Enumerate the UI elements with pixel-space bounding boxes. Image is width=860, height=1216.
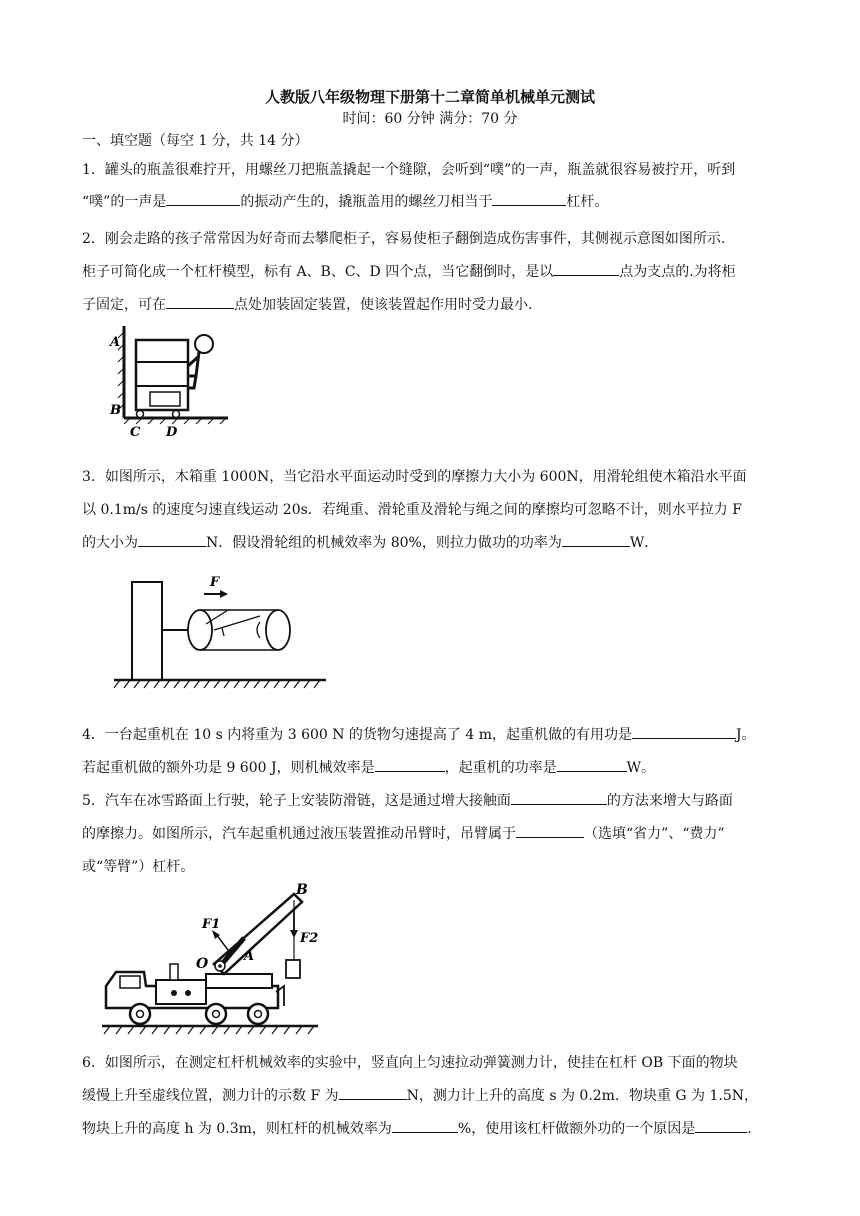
q2-line3: 子固定，可在 点处加装固定装置，使该装置起作用时受力最小. <box>82 294 532 314</box>
q3-line3: 的大小为 N．假设滑轮组的机械效率为 80%，则拉力做功的功率为 W． <box>82 532 658 552</box>
q2-line2: 柜子可简化成一个杠杆模型，标有 A、B、C、D 四个点，当它翻倒时，是以 点为支点的.为将柜 <box>82 261 736 281</box>
q6-line1: 6．如图所示，在测定杠杆机械效率的实验中，竖直向上匀速拉动弹簧测力计，使挂在杠杆 OB 下面的物块 <box>82 1055 738 1071</box>
q5-line2: 的摩擦力。如图所示，汽车起重机通过液压装置推动吊臂时，吊臂属于 （选填“省力”、“费力” <box>82 823 725 843</box>
cabinet-figure <box>104 322 234 440</box>
q3-line1: 3．如图所示，木箱重 1000N，当它沿水平面运动时受到的摩擦力大小为 600N，用滑轮组使木箱沿水平面 <box>82 469 747 485</box>
answer-blank[interactable] <box>553 261 619 276</box>
pulley-figure <box>110 566 330 696</box>
label-a: A <box>110 335 121 350</box>
answer-blank[interactable] <box>339 1085 407 1100</box>
q5-line1: 5．汽车在冰雪路面上行驶，轮子上安装防滑链，这是通过增大接触面 的方法来增大与路面 <box>82 790 733 810</box>
crane-figure <box>96 880 324 1036</box>
answer-blank[interactable] <box>557 757 627 772</box>
answer-blank[interactable] <box>516 823 584 838</box>
exam-info: 时间：60 分钟 满分：70 分 <box>342 111 518 127</box>
q6-line3: 物块上升的高度 h 为 0.3m，则杠杆的机械效率为 %，使用该杠杆做额外功的一个原因是 . <box>82 1118 752 1138</box>
label-a-point: A <box>244 949 255 964</box>
label-c: C <box>130 425 141 440</box>
answer-blank[interactable] <box>375 757 445 772</box>
label-f2: F2 <box>300 931 319 946</box>
q2-line1: 2．刚会走路的孩子常常因为好奇而去攀爬柜子，容易使柜子翻倒造成伤害事件，其侧视示意图如图所示. <box>82 231 726 247</box>
q4-line1: 4．一台起重机在 10 s 内将重为 3 600 N 的货物匀速提高了 4 m，起重机做的有用功是 J。 <box>82 724 756 744</box>
page-title: 人教版八年级物理下册第十二章简单机械单元测试 <box>264 88 595 106</box>
label-d: D <box>166 425 178 440</box>
answer-blank[interactable] <box>492 191 566 206</box>
q5-line3: 或“等臂”）杠杆。 <box>82 859 195 875</box>
q3-line2: 以 0.1m/s 的速度匀速直线运动 20s．若绳重、滑轮重及滑轮与绳之间的摩擦均可忽略不计，则水平拉力 F <box>82 502 742 518</box>
label-b: B <box>110 403 121 418</box>
q6-line2: 缓慢上升至虚线位置，测力计的示数 F 为 N，测力计上升的高度 s 为 0.2m．物块重 G 为 1.5N， <box>82 1085 758 1105</box>
q1-line1: 1．罐头的瓶盖很难拧开，用螺丝刀把瓶盖撬起一个缝隙，会听到“噗”的一声，瓶盖就很容易被拧开，听到 <box>82 162 736 178</box>
label-f: F <box>210 575 220 590</box>
q4-line2: 若起重机做的额外功是 9 600 J，则机械效率是 ，起重机的功率是 W。 <box>82 757 655 777</box>
label-f1: F1 <box>202 917 221 932</box>
answer-blank[interactable] <box>511 790 607 805</box>
label-o: O <box>196 956 209 972</box>
answer-blank[interactable] <box>695 1118 747 1133</box>
q1-line2: “噗”的一声是 的振动产生的，撬瓶盖用的螺丝刀相当于 杠杆。 <box>82 191 608 211</box>
label-b-point: B <box>296 882 308 898</box>
answer-blank[interactable] <box>166 191 240 206</box>
answer-blank[interactable] <box>392 1118 458 1133</box>
answer-blank[interactable] <box>562 532 630 547</box>
answer-blank[interactable] <box>166 294 234 309</box>
section-heading: 一、填空题（每空 1 分，共 14 分） <box>82 133 309 149</box>
answer-blank[interactable] <box>632 724 736 739</box>
answer-blank[interactable] <box>138 532 206 547</box>
